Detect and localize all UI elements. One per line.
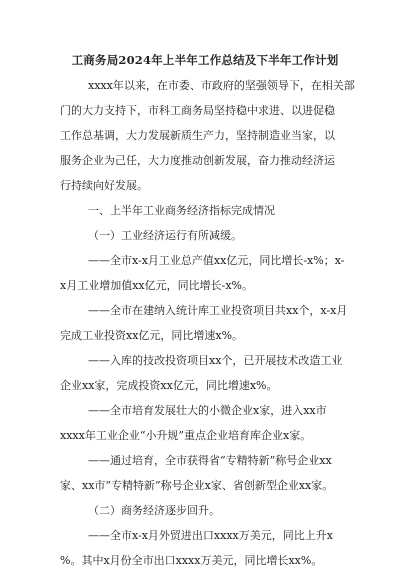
paragraph-line-11: 企业xx家，完成投资xx亿元，同比增速x%。 bbox=[60, 379, 278, 392]
paragraph-line-1: xxxx年以来，在市委、市政府的坚强领导下，在相关部 bbox=[88, 79, 355, 92]
document-title: 工商务局2024年上半年工作总结及下半年工作计划 bbox=[71, 53, 339, 67]
section-heading-1: 一、上半年工业商务经济指标完成情况 bbox=[88, 204, 275, 217]
paragraph-line-7: x月工业增加值xx亿元，同比增长-x%。 bbox=[60, 279, 253, 292]
subsection-heading-2: （二）商务经济逐步回升。 bbox=[88, 504, 220, 517]
paragraph-line-9: 完成工业投资xx亿元，同比增速x%。 bbox=[60, 329, 244, 342]
paragraph-line-5: 行持续向好发展。 bbox=[60, 179, 148, 192]
paragraph-line-17: %。其中x月份全市出口xxxx万美元，同比增长xx%。 bbox=[60, 554, 323, 567]
paragraph-line-15: 家、xx市“专精特新”称号企业x家、省创新型企业xx家。 bbox=[60, 479, 334, 492]
paragraph-line-8: ——全市在建纳入统计库工业投资项目共xx个，x-x月 bbox=[88, 304, 348, 317]
paragraph-line-14: ——通过培育，全市获得省“专精特新”称号企业xx bbox=[88, 454, 332, 467]
paragraph-line-10: ——入库的技改投资项目xx个，已开展技术改造工业 bbox=[88, 354, 343, 367]
paragraph-line-13: xxxx年工业企业“小升规”重点企业培育库企业x家。 bbox=[60, 429, 312, 442]
paragraph-line-2: 门的大力支持下，市科工商务局坚持稳中求进、以进促稳 bbox=[60, 104, 335, 117]
subsection-heading-1: （一）工业经济运行有所减缓。 bbox=[88, 229, 242, 242]
paragraph-line-16: ——全市x-x月外贸进出口xxxx万美元，同比上升x bbox=[88, 529, 333, 542]
paragraph-line-3: 工作总基调，大力发展新质生产力，坚持制造业当家，以 bbox=[60, 129, 335, 142]
paragraph-line-6: ——全市x-x月工业总产值xx亿元，同比增长-x%；x- bbox=[88, 254, 345, 267]
paragraph-line-12: ——全市培育发展壮大的小微企业x家，进入xx市 bbox=[88, 404, 327, 417]
paragraph-line-4: 服务企业为己任，大力度推动创新发展，奋力推动经济运 bbox=[60, 154, 335, 167]
